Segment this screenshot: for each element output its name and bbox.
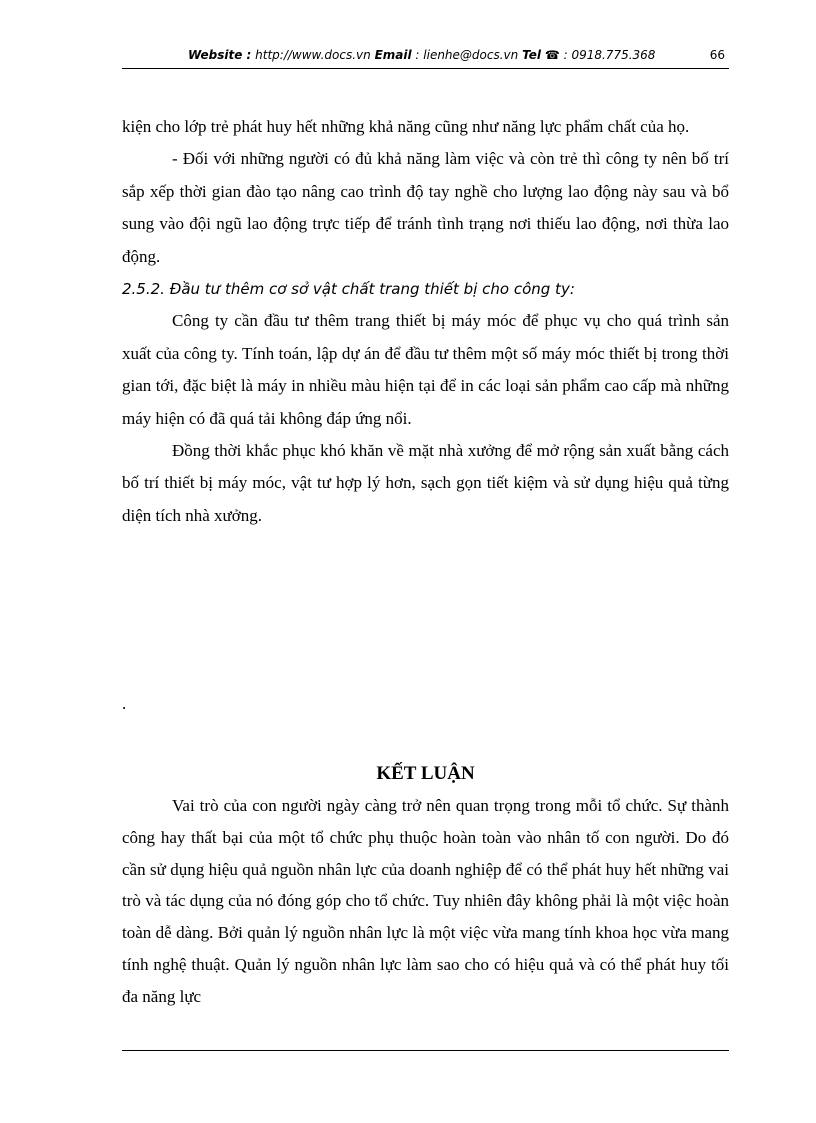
- tel-label: Tel: [522, 48, 541, 62]
- paragraph: Công ty cần đầu tư thêm trang thiết bị máy móc để phục vụ cho quá trình sản xuất của công ty. Tính toán, lập dự án để đầu tư thêm một số máy móc thiết bị trong thời gian tới, đặc biệt là máy in nhiều màu hiện tại để in các loại sản phẩm cao cấp mà những máy hiện có đã quá tải không đáp ứng nổi.: [122, 311, 729, 428]
- subheading: 2.5.2. Đầu tư thêm cơ sở vật chất trang thiết bị cho công ty:: [122, 280, 575, 299]
- header-contact: [188, 48, 655, 62]
- paragraph: Vai trò của con người ngày càng trở nên quan trọng trong mỗi tổ chức. Sự thành công hay thất bại của một tổ chức phụ thuộc hoàn toàn vào nhân tố con người. Do đó cần sử dụng hiệu quả nguồn nhân lực của doanh nghiệp để có thể phát huy hết những vai trò và tác dụng của nó đóng góp cho tổ chức. Tuy nhiên đây không phải là một việc hoàn toàn dễ dàng. Bởi quản lý nguồn nhân lực là một việc vừa mang tính khoa học vừa mang tính nghệ thuật. Quản lý nguồn nhân lực làm sao cho có hiệu quả và có thể phát huy tối đa năng lực: [122, 796, 729, 1006]
- section-title: KẾT LUẬN: [376, 763, 475, 784]
- website-label: Website :: [188, 48, 252, 62]
- stray-dot: .: [122, 694, 127, 713]
- website-url[interactable]: http://www.docs.vn: [255, 48, 371, 62]
- email-value[interactable]: : lienhe@docs.vn: [415, 48, 519, 62]
- paragraph: Đồng thời khắc phục khó khăn về mặt nhà xưởng để mở rộng sản xuất bằng cách bố trí thiết bị máy móc, vật tư hợp lý hơn, sạch gọn tiết kiệm và sử dụng hiệu quả từng diện tích nhà xưởng.: [122, 441, 729, 525]
- page-header: [122, 44, 729, 69]
- phone-number: : 0918.775.368: [563, 48, 656, 62]
- paragraph: kiện cho lớp trẻ phát huy hết những khả năng cũng như năng lực phẩm chất của họ.: [122, 117, 690, 136]
- page-number: 66: [709, 48, 725, 62]
- conclusion-section: [122, 760, 729, 1013]
- footer-divider: [122, 1050, 729, 1051]
- email-label: Email: [374, 48, 412, 62]
- body-content: [122, 111, 729, 532]
- phone-icon: ☎: [544, 48, 560, 62]
- paragraph: - Đối với những người có đủ khả năng làm việc và còn trẻ thì công ty nên bố trí sắp xếp thời gian đào tạo nâng cao trình độ tay nghề cho lượng lao động này sau và bổ sung vào đội ngũ lao động trực tiếp để tránh tình trạng nơi thiếu lao động, nơi thừa lao động.: [122, 149, 729, 266]
